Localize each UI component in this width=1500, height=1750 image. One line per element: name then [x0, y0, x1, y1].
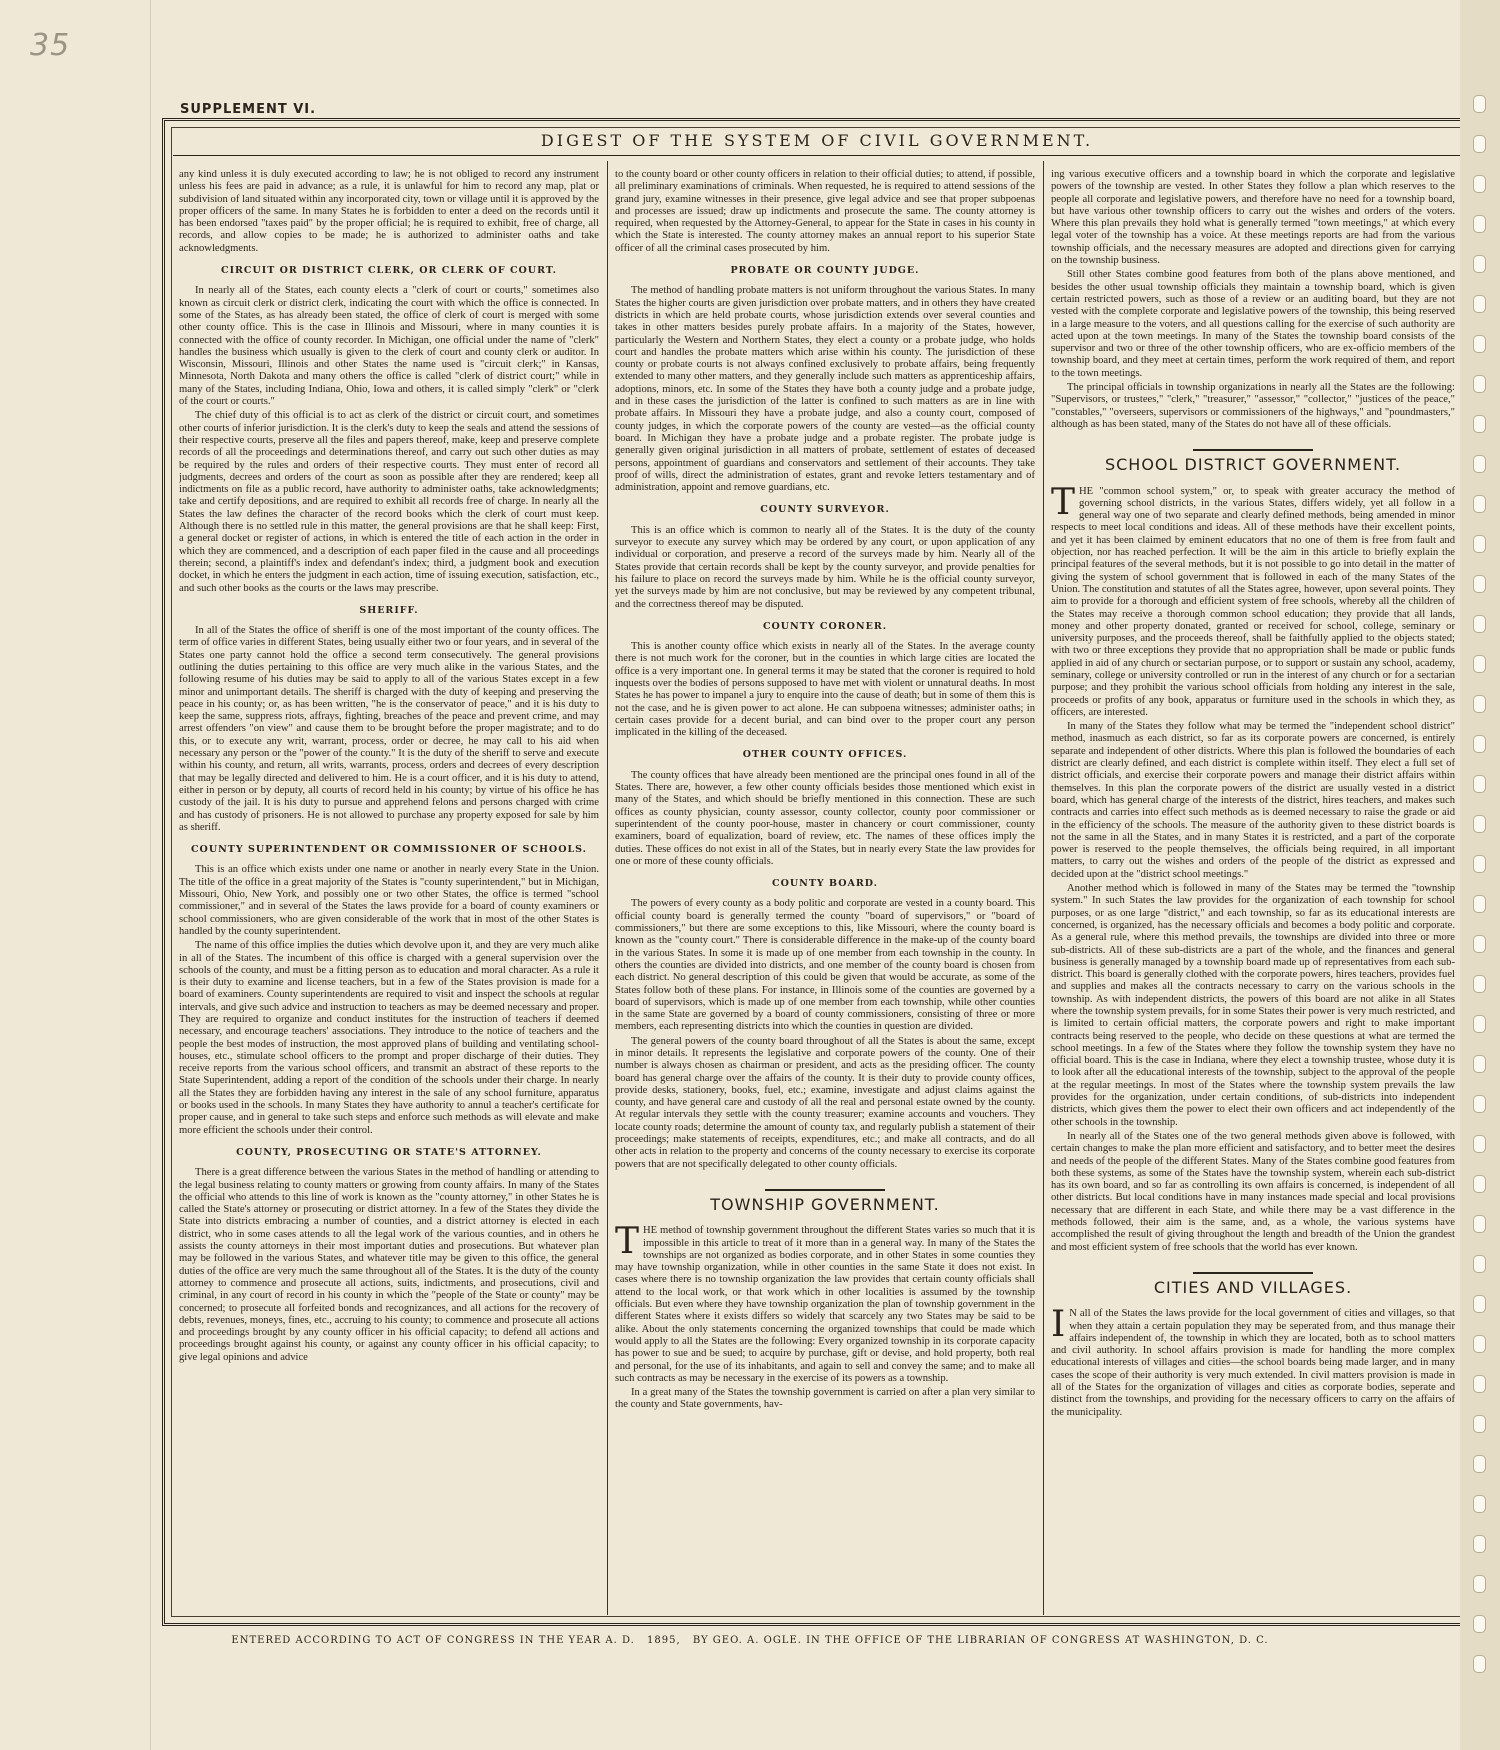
col1-intro: any kind unless it is duly executed according to law; he is not obliged to record any instrument unless his fees are paid in advance; as a rule, it is unlawful for him to record any map, plat or subdivision of land situated within any incorporated city, town or village until it is approved by the proper officers of the same. In many States he is forbidden to enter a deed on the records until it has been endorsed "taxes paid" by the proper official; he is required to exhibit, free of charge, all records, and allow copies to be made; he is authorized to administer oaths and take acknowledgments.: [179, 169, 599, 254]
page-title: DIGEST OF THE SYSTEM OF CIVIL GOVERNMENT.: [540, 131, 1094, 150]
text-frame: [162, 118, 1472, 1626]
binding-hole: [1473, 1055, 1486, 1073]
township-text: HE method of township government throughout the different States varies so much that it is impossible in this article to treat of it more than in a general way. In many of the States the townships are not organized as bodies corporate, and in other States in some counties they may have township organization, while in other counties in the same State it does not exist. In cases where there is no township organization the law provides that certain county officials shall attend to the local work, or that work which in other localities is assumed by the township officials. But even where they have township organization the plan of township government in the different States where it exists differs so widely that scarcely any two States may be said to be alike. About the only statements concerning the organized townships that could be made which would apply to all the States are the following: Every organized township in its corporate capacity has power to sue and be sued; to acquire by purchase, gift or devise, and hold property, both real and personal, for the use of its inhabitants, and again to sell and convey the same; and to make all such contracts as may be necessary in the exercise of its powers as a township.: [615, 1225, 1035, 1384]
binding-hole: [1473, 495, 1486, 513]
school-paragraph: [1051, 481, 1455, 720]
heading-county-attorney: COUNTY, PROSECUTING OR STATE'S ATTORNEY.: [236, 1146, 542, 1158]
binding-hole: [1473, 1135, 1486, 1153]
binding-hole: [1473, 735, 1486, 753]
binding-hole: [1473, 535, 1486, 553]
paragraph: This is an office which is common to nearly all of the States. It is the duty of the county surveyor to execute any survey which may be ordered by any court, or upon application of any individual or corporation, and preserve a record of the surveys made by him. Nearly all of the States provide that certain records shall be kept by the county surveyor, and provide penalties for his failure to place on record the surveys made by him. While he is the official county surveyor, yet the surveys made by him are not conclusive, but may be reviewed by any competent tribunal, and the correctness thereof may be disputed.: [615, 524, 1035, 610]
col3-intro: ing various executive officers and a township board in which the corporate and legislative powers of the township are vested. In other States they follow a plan which reserves to the people all corporate and legislative powers, and therefore have no need for a township board, but have various other township officers to carry out the wishes and orders of the voters. Where this plan prevails they hold what is generally termed "town meetings," at which every legal voter of the township has a voice. At these meetings reports are had from the various township officials, and the necessary measures are adopted and directions given for carrying on the township business.: [1051, 169, 1455, 267]
binding-hole: [1473, 895, 1486, 913]
title-rule: [173, 155, 1461, 156]
paragraph: In nearly all of the States one of the two general methods given above is followed, with certain changes to make the plan more efficient and satisfactory, and to better meet the desires and needs of the people of the different States. Many of the States combine good features from both these systems, as some of the States have the township system, wherein each sub-district has its own board, and so far as controlling its own affairs is concerned, is independent of all other districts. But local conditions have in many instances made special and local provisions necessary that are different in each State, and while there may be a vast difference in the methods followed, their aim is the same, and, as a whole, the various systems have accomplished the result of giving throughout the length and breadth of the Union the grandest and most efficient system of free schools that the world has ever known.: [1051, 1130, 1455, 1253]
paragraph: The method of handling probate matters is not uniform throughout the various States. In many States the higher courts are given jurisdiction over probate matters, and in others they have created districts in which are held probate courts, whose jurisdiction extends over several counties and takes in other matters besides purely probate affairs. In a majority of the States, however, particularly the Western and Northern States, they elect a county or a probate judge, who holds court and handles the probate matters which arise within his county. The jurisdiction of these county or probate courts is not always confined exclusively to probate affairs, being frequently extended to many other matters, and they generally include such matters as apprenticeship affairs, adoptions, minors, etc. In some of the States they have both a county judge and a probate judge, and in these cases the jurisdiction of the latter is confined to such matters as are in line with probate affairs. In Missouri they have a probate judge, and also a county court, composed of county judges, in which the corporate powers of the county are vested—as the official county board. In Michigan they have a probate judge and a probate register. The probate judge is generally given original jurisdiction in all matters of probate, settlement of estates of deceased persons, appointment of guardians and conservators and settlement of their accounts. They take proof of wills, direct the administration of estates, grant and revoke letters testamentary and of administration, appoint and remove guardians, etc.: [615, 285, 1035, 494]
township-paragraph: [615, 1221, 1035, 1385]
heading-cities-and-villages: CITIES AND VILLAGES.: [1153, 1277, 1353, 1297]
binding-hole: [1473, 815, 1486, 833]
drop-cap: I: [1051, 1304, 1066, 1346]
school-text: HE "common school system," or, to speak with greater accuracy the method of governing school districts, in the various States, differs widely, yet all follow in a general way one of two separate and clearly defined methods, being amended in minor respects to meet local conditions and ideas. All of these methods have their excellent points, and yet it has been claimed by eminent educators that no one of them is free from fault and objection, nor has reached perfection. It will be the aim in this article to briefly explain the principal features of the several methods, but it is not possible to go into detail in the matter of giving the system of school government that is followed in each of the many States of the Union. The constitution and statutes of all the States agree, however, upon several points. They aim to provide for a thorough and efficient system of free schools, whereby all the children of the States may receive a thorough common school education; they provide that all lands, money and other property donated, granted or received for school, college, seminary or university purposes, and the proceeds thereof, shall be faithfully applied to the objects stated; with two or three exceptions they provide that no appropriation shall be made or public funds applied in aid of any church or sectarian purpose, or to support or sustain any school, academy, seminary, college or university controlled or run in the interest of any church or for a sectarian purpose; and they prohibit the various school officials from holding any interest in the sale, proceeds or profits of any book, apparatus or furniture used in the schools in which they, as officers, are interested.: [1051, 485, 1455, 718]
heading-probate-judge: PROBATE OR COUNTY JUDGE.: [730, 265, 920, 277]
binding-hole: [1473, 1375, 1486, 1393]
column-1: [179, 169, 599, 1613]
cities-text: N all of the States the laws provide for the local government of cities and villages, so that when they attain a certain population they may be seperated from, and thus manage their affairs independent of, the township in which they are located, both as to school matters and civil authority. In school affairs provision is made for handling the more complex educational interests of villages and cities—the school boards being made larger, and in many cases the scope of their authority is very much extended. In civil matters provision is made in all of the States for the organization of villages and cities as corporate bodies, seperate and distinct from the townships, and providing for the necessary officers to carry on the affairs of the municipality.: [1051, 1308, 1455, 1418]
paragraph: The principal officials in township organizations in nearly all the States are the following: "Supervisors, or trustees," "clerk," "treasurer," "assessor," "collector," "justices of the peace," "constables," "overseers, supervisors or commissioners of the highways," and "poundmasters," although as has been stated, many of the States do not have all of these officials.: [1051, 382, 1455, 430]
heading-county-board: COUNTY BOARD.: [772, 878, 878, 890]
drop-cap: T: [615, 1221, 640, 1263]
binding-hole: [1473, 1495, 1486, 1513]
cities-paragraph: [1051, 1304, 1455, 1419]
binding-hole: [1473, 1015, 1486, 1033]
heading-county-coroner: COUNTY CORONER.: [762, 620, 888, 632]
paragraph: The county offices that have already been mentioned are the principal ones found in all of the States. There are, however, a few other county officials besides those mentioned which exist in many of the States, and which should be briefly mentioned in this connection. These are such offices as county physician, county assessor, county collector, county poor commissioner or superintendent of the county poor-house, master in chancery or court commissioner, county examiners, board of equalization, board of review, etc. The names of these offices imply the duties. These offices do not exist in all of the States, but in nearly every State the law provides for one or more of these county officials.: [615, 769, 1035, 867]
col2-intro: to the county board or other county officers in relation to their official duties; to attend, if possible, all preliminary examinations of criminals. When requested, he is required to attend sessions of the grand jury, examine witnesses in their presence, give legal advice and see that proper subpoenas and processes are issued; draw up indictments and prosecute the same. The county attorney is required, when requested by the Attorney-General, to appear for the State in cases in his county in which the State is interested. The county attorney makes an annual report to his superior State officer of all the criminal cases prosecuted by him.: [615, 169, 1035, 254]
binding-hole: [1473, 1215, 1486, 1233]
binding-hole: [1473, 175, 1486, 193]
binding-hole: [1473, 575, 1486, 593]
paragraph: The general powers of the county board throughout of all the States is about the same, except in minor details. It represents the legislative and corporate powers of the county. One of their number is always chosen as chairman or president, and acts as the presiding officer. The county board has general charge over the affairs of the county. It is their duty to provide county offices, provide desks, stationery, books, fuel, etc.; examine, investigate and adjust claims against the county, and have general care and custody of all the real and personal estate owned by the county. At regular intervals they settle with the county treasurer; examine accounts and vouchers. They locate county roads; determine the amount of county tax, and regularly publish a statement of their proceedings; make statements of receipts, expenditures, etc.; and make all contracts, and do all other acts in relation to the property and concerns of the county necessary to exercise its corporate powers that are not specifically delegated to other county officials.: [615, 1035, 1035, 1170]
column-3: [1051, 169, 1455, 1613]
binding-hole: [1473, 935, 1486, 953]
binding-hole: [1473, 1415, 1486, 1433]
binding-hole: [1473, 1655, 1486, 1673]
drop-cap: T: [1051, 481, 1076, 523]
paragraph: Still other States combine good features from both of the plans above mentioned, and besides the other usual township officials they maintain a township board, which is given certain restricted powers, such as those of a review or an auditing board, but they are not vested with the complete corporate and legislative powers of the township, this being reserved in a large measure to the voters, and all questions calling for the exercise of such authority are acted upon at the town meetings. In many of the States the township board consists of the supervisor and two or three of the other township officers, who are ex-officio members of the township board, and they meet at certain times, perform the work required of them, and report to the town meetings.: [1051, 269, 1455, 379]
section-rule: [1193, 1272, 1313, 1274]
heading-other-county-offices: OTHER COUNTY OFFICES.: [742, 749, 908, 761]
paragraph: This is an office which exists under one name or another in nearly every State in the Union. The title of the office in a great majority of the States is "county superintendent," but in Michigan, Missouri, Ohio, New York, and possibly one or two other States, the office is termed "school commissioner," and in several of the States the laws provide for a board of county examiners or school commissioners, who are given considerable of the work that in most of the other States is handled by the county superintendent.: [179, 864, 599, 937]
binding-hole: [1473, 855, 1486, 873]
footer-publisher: BY GEO. A. OGLE. IN THE OFFICE OF THE LIBRARIAN OF CONGRESS AT WASHINGTON, D. C.: [692, 1635, 1269, 1646]
binding-margin: [1460, 0, 1500, 1750]
binding-hole: [1473, 695, 1486, 713]
section-rule: [1193, 449, 1313, 451]
paragraph: The chief duty of this official is to act as clerk of the district or circuit court, and sometimes other courts of inferior jurisdiction. It is the clerk's duty to keep the seals and attend the sessions of their respective courts, preserve all the files and papers thereof, make, keep and preserve complete records of all the proceedings and determinations thereof, and carry out such other duties as may be required by the rules and orders of their respective courts. They must enter of record all judgments, decrees and orders of the court as soon as possible after they are rendered; keep all indictments on file as a public record, have authority to administer oaths, take acknowledgments; take and certify depositions, and are required to exhibit all records free of charge. In nearly all the States the law defines the character of the record books which the clerk of court must keep. Although there is no settled rule in this matter, the general provisions are that he shall keep: First, a general docket or register of actions, in which is entered the title of each action in the order in which they are commenced, and a description of each paper filed in the cause and all proceedings therein; second, a plaintiff's index and defendant's index; third, a judgment book and execution docket, in which he enters the judgment in each action, time of issuing execution, satisfaction, etc., and such other books as the courts or the laws may prescribe.: [179, 410, 599, 594]
binding-hole: [1473, 295, 1486, 313]
paragraph: The name of this office implies the duties which devolve upon it, and they are very much alike in all of the States. The incumbent of this office is charged with a general supervision over the schools of the county, and must be a fitting person as to education and moral character. As a rule it is their duty to examine and license teachers, but in a few of the States provision is made for a board of examiners. County superintendents are required to visit and inspect the schools at regular intervals, and give such advice and instruction to teachers as may be deemed necessary and proper. They are required to organize and conduct institutes for the instruction of teachers if deemed necessary, and encourage teachers' associations. They introduce to the notice of teachers and the people the best modes of instruction, the most approved plans of building and ventilating school-houses, etc., stimulate school officers to the prompt and proper discharge of their duties. They receive reports from the various school officers, and transmit an abstract of these reports to the State Superintendent, adding a report of the condition of the schools under their charge. In nearly all the States they are forbidden having any interest in the sale of any school furniture, apparatus or books used in the schools. In many States they have authority to annul a teacher's certificate for proper cause, and in general to take such steps and enforce such methods as will elevate and make more efficient the schools under their control.: [179, 940, 599, 1136]
section-rule: [765, 1189, 885, 1191]
column-2: [615, 169, 1035, 1613]
heading-circuit-clerk: CIRCUIT OR DISTRICT CLERK, OR CLERK OF COURT.: [221, 265, 557, 277]
pencil-page-number: 35: [30, 28, 71, 63]
binding-hole: [1473, 455, 1486, 473]
binding-hole: [1473, 1535, 1486, 1553]
binding-hole: [1473, 1455, 1486, 1473]
footer-entered: ENTERED ACCORDING TO ACT OF CONGRESS IN THE YEAR A. D.: [231, 1635, 635, 1646]
column-divider-1: [607, 161, 608, 1615]
binding-hole: [1473, 615, 1486, 633]
supplement-label: SUPPLEMENT VI.: [180, 102, 317, 117]
binding-hole: [1473, 415, 1486, 433]
binding-hole: [1473, 1095, 1486, 1113]
footer-year: 1895,: [647, 1635, 681, 1646]
binding-hole: [1473, 255, 1486, 273]
paragraph: There is a great difference between the various States in the method of handling or attending to the legal business relating to county matters or growing from county affairs. In many of the States the official who attends to this line of work is known as the "county attorney," in other States he is called the State's attorney or prosecuting or district attorney. In a few of the States they divide the State into districts embracing a number of counties, and a district attorney is elected in each district, who in some cases attends to all the legal work of the various counties, and in others he assists the county attorneys in their most important duties and prosecutions. But whatever plan may be followed in the various States, and whatever title may be given to this office, the general duties of the office are very much the same throughout all of the States. It is the duty of the county attorney to commence and prosecute all actions, suits, indictments, and prosecutions, civil and criminal, in any court of record in his county in which the "people of the State or county" may be concerned; to prosecute all forfeited bonds and recognizances, and all actions for the recovery of debts, revenues, moneys, fines, etc., accruing to his county; to commence and prosecute all actions and proceedings brought by any county officer in his official capacity; to defend all actions and proceedings brought against his county, or against any county officer in his official capacity; to give legal opinions and advice: [179, 1167, 599, 1363]
column-divider-2: [1043, 161, 1044, 1615]
binding-hole: [1473, 1175, 1486, 1193]
paragraph: In a great many of the States the township government is carried on after a plan very similar to the county and State governments, hav-: [615, 1387, 1035, 1411]
binding-hole: [1473, 1575, 1486, 1593]
binding-hole: [1473, 335, 1486, 353]
binding-hole: [1473, 135, 1486, 153]
binding-hole: [1473, 215, 1486, 233]
binding-hole: [1473, 1615, 1486, 1633]
heading-county-surveyor: COUNTY SURVEYOR.: [760, 504, 890, 516]
binding-hole: [1473, 375, 1486, 393]
binding-hole: [1473, 975, 1486, 993]
page-edge: [150, 0, 151, 1750]
heading-county-superintendent: COUNTY SUPERINTENDENT OR COMMISSIONER OF SCHOOLS.: [191, 844, 587, 856]
binding-hole: [1473, 95, 1486, 113]
heading-township-government: TOWNSHIP GOVERNMENT.: [710, 1194, 940, 1214]
paragraph: In all of the States the office of sheriff is one of the most important of the county offices. The term of office varies in different States, being usually either two or four years, and in several of the States one party cannot hold the office a second term consecutively. The general provisions outlining the duties pertaining to this office are very much alike in the various States, and the following resume of his duties may be said to apply to all of the various States except in a few minor and unimportant details. The sheriff is charged with the duty of keeping and preserving the peace in his county; or, as has been written, "he is the conservator of peace," and it is his duty to keep the same, suppress riots, affrays, fighting, breaches of the peace and prevent crime, and may arrest offenders "on view" and cause them to be brought before the proper magistrate; and to do this, or to execute any writ, warrant, process, order or decree, he may call to his aid when necessary any person or the "power of the county." It is the duty of the sheriff to serve and execute within his county, and return, all writs, warrants, process, orders and decrees of every description that may be legally directed and delivered to him. He is a court officer, and it is his duty to attend, either in person or by deputy, all courts of record held in his county; by virtue of his office he has custody of the jail. It is his duty to pursue and apprehend felons and persons charged with crime and has custody of prisoners. He is not allowed to purchase any property exposed for sale by him as sheriff.: [179, 625, 599, 833]
paragraph: The powers of every county as a body politic and corporate are vested in a county board. This official county board is generally termed the county "board of supervisors," or "board of commissioners," but there are some exceptions to this, like Missouri, where the county board is known as the "county court." There is considerable difference in the make-up of the county board in the various States. In some it is made up of one member from each township in the county. In others the counties are divided into districts, and one member of the county board is chosen from each district. No general description of this could be given that would be accurate, as some of the States follow both of these plans. For instance, in Illinois some of the counties are governed by a board of supervisors, which is made up of one member from each township, while other counties in the same State are governed by a board of county commissioners, consisting of three or more members, each representing districts into which the counties in question are divided.: [615, 898, 1035, 1033]
binding-hole: [1473, 1335, 1486, 1353]
heading-school-district-government: SCHOOL DISTRICT GOVERNMENT.: [1104, 455, 1402, 475]
paragraph: In many of the States they follow what may be termed the "independent school district" method, inasmuch as each district, so far as its corporate powers are concerned, is entirely separate and independent of other districts. Where this plan is followed the boundaries of each district are clearly defined, and each district is complete within itself. They elect a full set of district officials, and exercise their corporate powers and manage their district affairs within themselves. In this plan the corporate powers of the district are usually vested in a district board, which has general charge of the interests of the district, hires teachers, and makes such contracts and carries into effect such methods as is deemed necessary to raise the grade or aid in the efficiency of the schools. The measure of the authority given to these district boards is not the same in all the States, and in many States it is restricted, and a part of the corporate power is reserved to the people themselves, the officials being required, in all important matters, to carry out the wishes and orders of the people of the district as expressed and decided upon at the "district school meetings.": [1051, 721, 1455, 880]
paragraph: This is another county office which exists in nearly all of the States. In the average county there is not much work for the coroner, but in the counties in which large cities are located the office is a very important one. In general terms it may be stated that the coroner is required to hold inquests over the bodies of persons supposed to have met with violent or unnatural deaths. In most States he has power to impanel a jury to enquire into the cause of death; but in some of them this is not the case, and he is given power to act alone. He can subpoena witnesses; administer oaths; in certain cases provide for a decent burial, and can bind over to the proper court any person implicated in the killing of the deceased.: [615, 641, 1035, 739]
binding-hole: [1473, 655, 1486, 673]
binding-hole: [1473, 1255, 1486, 1273]
paragraph: Another method which is followed in many of the States may be termed the "township system." In such States the law provides for the organization of each township for school purposes, or as one large "district," and each township, so far as its educational interests are concerned, is organized, has the necessary officials and becomes a body politic and corporate. As a general rule, where this method prevails, the townships are divided into three or more sub-districts. All of these sub-districts are a part of the whole, and the finances and general business is generally managed by a township board made up of representatives from each sub-district. This board is generally clothed with the corporate powers, hires teachers, provides fuel and supplies and makes all the contracts necessary to carry on the various schools in the township. As with independent districts, the powers of this board are not alike in all States where the township system prevails, for in some States their power is very much restricted, and is limited to certain official matters, the corporate powers and right to make important contracts being reserved to the people, who decide on these questions at what are termed the school meetings. In a few of the States where they follow the township system they have no official board. This is the case in Indiana, where they elect a township trustee, whose duty it is to look after all the educational interests of the township, subject to the approval of the people at the regular meetings. In most of the States where the township system prevails the law provides for the organization, under certain conditions, of sub-districts into independent districts, which gives them the power to elect their own officers and act independently of the other schools in the township.: [1051, 883, 1455, 1128]
copyright-footer: [0, 1635, 1500, 1646]
heading-sheriff: SHERIFF.: [359, 604, 419, 616]
binding-hole: [1473, 1295, 1486, 1313]
paragraph: In nearly all of the States, each county elects a "clerk of court or courts," sometimes also known as circuit clerk or district clerk, indicating the court with which the office is connected. In some of the States, as has already been stated, the office of clerk of court is merged with some other county office. This is the case in Illinois and Missouri, where in many counties it is connected with the office of county recorder. In Michigan, one official under the name of "clerk" handles the business which usually is given to the clerk of court and county clerk or auditor. In Wisconsin, Missouri, Illinois and other States the name used is "circuit clerk;" in Kansas, Minnesota, North Dakota and many others the office is called "clerk of district court;" while in many of the States, including Indiana, Ohio, Iowa and others, it is called simply "clerk" or "clerk of the court or courts.": [179, 285, 599, 408]
binding-hole: [1473, 775, 1486, 793]
